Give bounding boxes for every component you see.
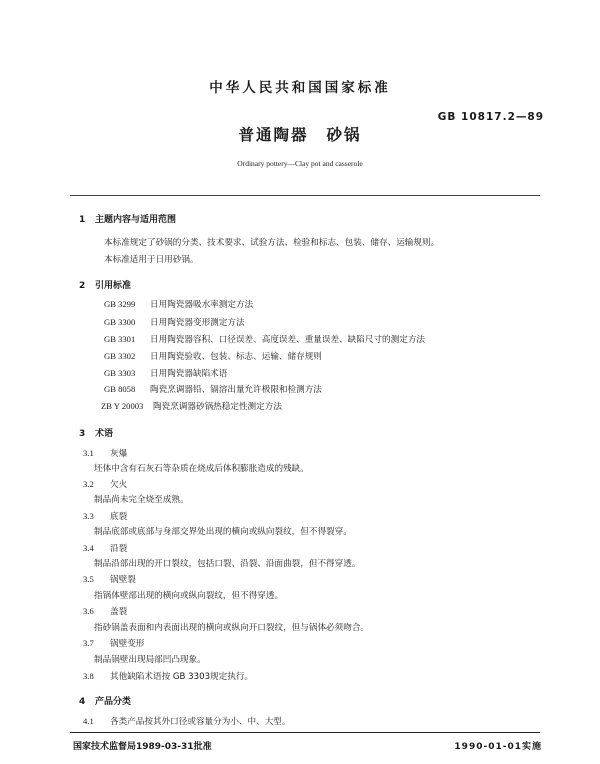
reference-code: GB 3302 <box>104 351 136 361</box>
section-2-heading <box>79 278 131 291</box>
term-number: 3.6 <box>83 606 94 616</box>
term-name: 沿裂 <box>110 544 128 554</box>
term-heading <box>83 447 127 459</box>
term-name: 灰爆 <box>110 449 128 459</box>
term-definition: 制品锅壁出现局部凹凸现象。 <box>94 655 206 665</box>
term-heading <box>83 670 253 682</box>
term-number: 3.4 <box>83 543 94 553</box>
reference-item <box>104 383 322 395</box>
english-title: Ordinary pottery—Clay pot and casserole <box>237 159 363 168</box>
section-title: 产品分类 <box>95 697 132 707</box>
reference-item <box>104 333 425 345</box>
header-divider <box>70 195 540 196</box>
reference-code: GB 3303 <box>104 368 136 378</box>
approval-date: 国家技术监督局1989-03-31批准 <box>73 742 212 752</box>
section-number: 2 <box>79 281 86 291</box>
title-part-pottery: 普通陶器 <box>238 126 309 144</box>
reference-item <box>104 298 253 310</box>
term-heading <box>83 478 127 490</box>
reference-item <box>104 367 227 379</box>
section-4-item <box>83 715 290 727</box>
item-number: 4.1 <box>83 716 94 726</box>
term-definition: 制品沿部出现的开口裂纹，包括口裂、沿裂、沿面曲裂，但不得穿透。 <box>94 559 361 569</box>
section-title: 术语 <box>95 429 114 439</box>
term-heading <box>83 510 127 522</box>
section-3-heading <box>79 426 113 439</box>
reference-item <box>101 400 282 412</box>
term-name: 盖裂 <box>110 607 128 617</box>
reference-title: 日用陶瓷器容积、口径误差、高度误差、重量误差、缺陷尺寸的测定方法 <box>150 335 426 345</box>
reference-title: 日用陶瓷验收、包装、标志、运输、储存规则 <box>150 352 322 362</box>
footer-divider <box>70 732 540 733</box>
standard-code: GB 10817.2—89 <box>437 111 544 123</box>
item-text: 各类产品按其外口径或容量分为小、中、大型。 <box>110 717 291 727</box>
reference-item <box>104 350 322 362</box>
section-title: 引用标准 <box>95 281 132 291</box>
implementation-date: 1990-01-01实施 <box>454 742 542 752</box>
reference-code: ZB Y 20003 <box>101 401 144 411</box>
reference-item <box>104 316 245 328</box>
section-number: 1 <box>79 215 86 225</box>
section-1-heading <box>79 212 176 225</box>
section-number: 4 <box>79 697 86 707</box>
section-1-para-2: 本标准适用于日用砂锅。 <box>104 255 199 265</box>
national-standard-title: 中华人民共和国国家标准 <box>209 80 391 96</box>
reference-code: GB 8058 <box>104 384 136 394</box>
term-definition: 制品尚未完全烧至成熟。 <box>94 495 189 505</box>
reference-code: GB 3301 <box>104 334 136 344</box>
term-number: 3.2 <box>83 479 94 489</box>
section-4-heading <box>79 694 131 707</box>
term-name: 欠火 <box>110 480 128 490</box>
section-1-para-1: 本标准规定了砂锅的分类、技术要求、试验方法、检验和标志、包装、储存、运输规则。 <box>104 238 440 248</box>
term-definition: 指锅体壁部出现的横向或纵向裂纹，但不得穿透。 <box>94 591 284 601</box>
term-number: 3.7 <box>83 638 94 648</box>
reference-code: GB 3300 <box>104 317 136 327</box>
term-number: 3.1 <box>83 448 94 458</box>
term-definition: 制品底部或底部与身部交界处出现的横向或纵向裂纹，但不得裂穿。 <box>94 527 352 537</box>
term-heading <box>83 542 127 554</box>
term-definition: 其他缺陷术语按 GB 3303规定执行。 <box>110 672 254 682</box>
reference-title: 陶瓷烹调器砂锅热稳定性测定方法 <box>153 402 282 412</box>
reference-title: 日用陶瓷器变形测定方法 <box>150 318 245 328</box>
section-title: 主题内容与适用范围 <box>95 215 177 225</box>
reference-title: 日用陶瓷器缺陷术语 <box>150 369 228 379</box>
reference-code: GB 3299 <box>104 299 136 309</box>
term-number: 3.5 <box>83 574 94 584</box>
term-name: 底裂 <box>110 512 128 522</box>
term-name: 锅壁裂 <box>110 575 136 585</box>
term-number: 3.8 <box>83 671 94 681</box>
term-heading <box>83 637 144 649</box>
term-definition: 坯体中含有石灰石等杂质在烧成后体积膨胀造成的残缺。 <box>94 464 309 474</box>
reference-title: 陶瓷烹调器铅、镉溶出量允许极限和检测方法 <box>150 385 322 395</box>
document-title <box>0 123 600 145</box>
term-number: 3.3 <box>83 511 94 521</box>
reference-title: 日用陶瓷器吸水率测定方法 <box>150 300 254 310</box>
term-definition: 指砂锅盖表面和内表面出现的横向或纵向开口裂纹，但与锅体必须吻合。 <box>94 623 370 633</box>
section-number: 3 <box>79 429 86 439</box>
term-heading <box>83 605 127 617</box>
term-heading <box>83 573 136 585</box>
term-name: 锅壁变形 <box>110 639 145 649</box>
title-part-clay-pot: 砂锅 <box>326 126 362 144</box>
